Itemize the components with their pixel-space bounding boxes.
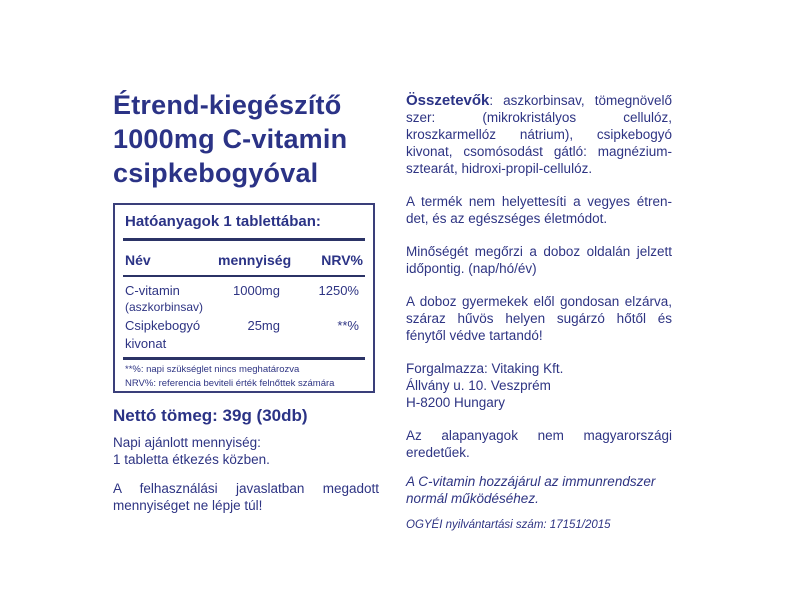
footnote: NRV%: referencia beviteli érték felnőttek számára <box>125 378 335 389</box>
storage-notice: A doboz gyermekek elől gondosan elzárva, száraz hűvös helyen sugárzó hőtől és fénytől védve tartandó! <box>406 294 672 343</box>
column-header-amount: mennyiség <box>218 252 292 268</box>
row-subname: (aszkorbinsav) <box>125 300 204 314</box>
not-replace-notice: A termék nem helyettesíti a vegyes étrendet, és az egészséges életmódot. <box>406 194 672 226</box>
title-line: 1000mg C-vitamin <box>113 124 348 154</box>
distributor-line: Állvány u. 10. Veszprém <box>406 378 551 393</box>
best-before-notice: Minőségét megőrzi a doboz oldalán jelzett időpontig. (nap/hó/év) <box>406 244 672 276</box>
right-column <box>406 92 672 547</box>
ingredients-label: Összetevők <box>406 92 490 109</box>
product-title <box>113 88 379 190</box>
divider <box>123 357 365 360</box>
column-header-nrv: NRV% <box>321 252 363 268</box>
divider <box>123 238 365 241</box>
dose-warning: A felhasználási javaslatban megadott mennyiséget ne lépje túl! <box>113 481 379 513</box>
nutrition-heading: Hatóanyagok 1 tablettában: <box>125 213 321 230</box>
row-nrv: 1250% <box>318 283 359 298</box>
title-line: csipkebogyóval <box>113 158 319 188</box>
health-claim: A C-vitamin hozzájárul az immunrendszer normál működéséhez. <box>406 474 656 506</box>
row-amount: 1000mg <box>233 283 280 298</box>
left-column <box>113 88 379 513</box>
origin-notice: Az alapanyagok nem magyarországi eredetűek. <box>406 428 672 460</box>
footnote: **%: napi szükséglet nincs meghatározva <box>125 364 300 375</box>
column-header-name: Név <box>125 252 151 268</box>
recommended-line: 1 tabletta étkezés közben. <box>113 452 270 467</box>
row-subname: kivonat <box>125 336 167 351</box>
row-nrv: **% <box>337 318 359 333</box>
recommended-dose <box>113 434 379 468</box>
ingredients <box>406 92 672 177</box>
registration-number: OGYÉI nyilvántartási szám: 17151/2015 <box>406 519 611 531</box>
distributor <box>406 360 672 411</box>
distributor-line: Forgalmazza: Vitaking Kft. <box>406 361 564 376</box>
ingredients-text: : aszkorbinsav, tömegnövelő szer: (mikrokristályos cellulóz, kroszkarmellóz nátrium), csipkebogyó kivonat, csomósodást gátló: magnézium-sztearát, hidroxi-propil-cellulóz. <box>406 93 672 176</box>
net-weight: Nettó tömeg: 39g (30db) <box>113 406 308 425</box>
distributor-line: H-8200 Hungary <box>406 395 506 410</box>
row-name: C-vitamin <box>125 283 180 298</box>
divider <box>123 275 365 277</box>
nutrition-table <box>113 203 375 393</box>
recommended-line: Napi ajánlott mennyiség: <box>113 435 261 450</box>
title-line: Étrend-kiegészítő <box>113 90 342 120</box>
row-amount: 25mg <box>247 318 280 333</box>
row-name: Csipkebogyó <box>125 318 201 333</box>
